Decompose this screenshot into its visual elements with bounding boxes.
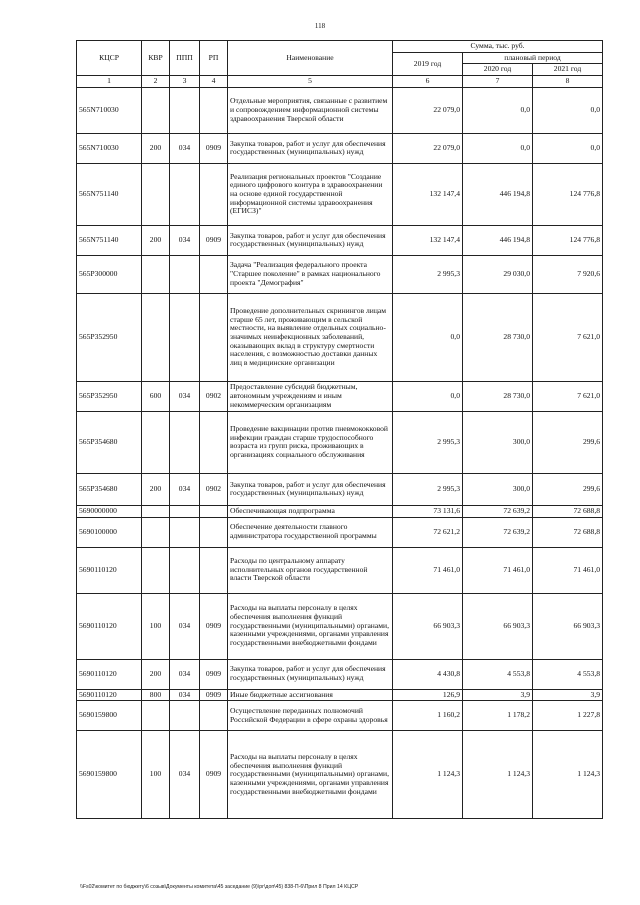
header-rp: РП <box>200 41 228 76</box>
page-number: 118 <box>314 22 326 30</box>
table-row <box>77 731 603 819</box>
table-row <box>77 255 603 293</box>
cell-kcsr: 565P352950 <box>77 381 142 411</box>
cell-kvr: 100 <box>142 731 170 819</box>
cell-kcsr: 5690110120 <box>77 593 142 659</box>
cell-kcsr: 5690100000 <box>77 517 142 547</box>
cell-name: Иные бюджетные ассигнования <box>228 689 393 701</box>
cell-rp <box>200 547 228 593</box>
header-2019: 2019 год <box>393 52 463 75</box>
cell-2020: 72 639,2 <box>463 505 533 517</box>
header-ppp: ППП <box>170 41 200 76</box>
header-num-1: 1 <box>77 76 142 88</box>
header-num-6: 6 <box>393 76 463 88</box>
cell-ppp <box>170 701 200 731</box>
cell-2021: 3,9 <box>533 689 603 701</box>
header-kvr: КВР <box>142 41 170 76</box>
cell-kcsr: 5690159800 <box>77 731 142 819</box>
cell-2019: 73 131,6 <box>393 505 463 517</box>
cell-ppp: 034 <box>170 381 200 411</box>
cell-2019: 132 147,4 <box>393 225 463 255</box>
cell-name: Закупка товаров, работ и услуг для обеспечения государственных (муниципальных) нужд <box>228 659 393 689</box>
table-row <box>77 293 603 381</box>
cell-kvr <box>142 163 170 225</box>
cell-name: Расходы на выплаты персоналу в целях обеспечения выполнения функций государственными (муниципальными) органами, казенными учреждениями, органами управления государственными внебюджетными фондами <box>228 593 393 659</box>
cell-2020: 0,0 <box>463 133 533 163</box>
table-body <box>77 87 603 818</box>
cell-name: Закупка товаров, работ и услуг для обеспечения государственных (муниципальных) нужд <box>228 473 393 505</box>
cell-kvr <box>142 701 170 731</box>
cell-2021: 299,6 <box>533 473 603 505</box>
table-row <box>77 701 603 731</box>
cell-2019: 22 079,0 <box>393 133 463 163</box>
cell-rp <box>200 293 228 381</box>
cell-ppp: 034 <box>170 473 200 505</box>
cell-ppp: 034 <box>170 689 200 701</box>
cell-2021: 4 553,8 <box>533 659 603 689</box>
header-planned-period: плановый период <box>463 52 603 64</box>
cell-name: Расходы по центральному аппарату исполнительных органов государственной власти Тверской области <box>228 547 393 593</box>
cell-kcsr: 5690110120 <box>77 547 142 593</box>
cell-kvr <box>142 87 170 133</box>
cell-2019: 2 995,3 <box>393 255 463 293</box>
cell-2021: 299,6 <box>533 411 603 473</box>
cell-2019: 132 147,4 <box>393 163 463 225</box>
cell-2020: 0,0 <box>463 87 533 133</box>
cell-name: Предоставление субсидий бюджетным, автономным учреждениям и иным некоммерческим организациям <box>228 381 393 411</box>
header-2020: 2020 год <box>463 64 533 76</box>
cell-kvr <box>142 411 170 473</box>
table-row <box>77 163 603 225</box>
cell-name: Обеспечение деятельности главного администратора государственной программы <box>228 517 393 547</box>
cell-2021: 71 461,0 <box>533 547 603 593</box>
cell-2020: 446 194,8 <box>463 163 533 225</box>
cell-rp <box>200 163 228 225</box>
cell-2019: 1 160,2 <box>393 701 463 731</box>
cell-kcsr: 565N751140 <box>77 225 142 255</box>
cell-kvr: 600 <box>142 381 170 411</box>
footer-file-path: \\Fs02\комитет по бюджету\6 созыв\Документы комитета\45 заседание (9)\рг\доп\45) 838-П-6\Прил 8 Прил 14 КЦСР <box>80 884 359 890</box>
header-num-7: 7 <box>463 76 533 88</box>
cell-kcsr: 565P300000 <box>77 255 142 293</box>
cell-2020: 1 178,2 <box>463 701 533 731</box>
cell-ppp: 034 <box>170 593 200 659</box>
header-num-5: 5 <box>228 76 393 88</box>
cell-name: Проведение дополнительных скринингов лицам старше 65 лет, проживающим в сельской местности, на выявление отдельных социально-значимых неинфекционных заболеваний, оказывающих вклад в структуру смертности населения, с возможностью доставки данных лиц в медицинские организации <box>228 293 393 381</box>
table-row <box>77 133 603 163</box>
header-num-2: 2 <box>142 76 170 88</box>
cell-ppp: 034 <box>170 225 200 255</box>
cell-rp <box>200 701 228 731</box>
cell-2020: 300,0 <box>463 411 533 473</box>
cell-2019: 71 461,0 <box>393 547 463 593</box>
header-name: Наименование <box>228 41 393 76</box>
cell-kcsr: 565P352950 <box>77 293 142 381</box>
cell-2021: 0,0 <box>533 133 603 163</box>
cell-kcsr: 5690110120 <box>77 689 142 701</box>
header-kcsr: КЦСР <box>77 41 142 76</box>
cell-2021: 72 688,8 <box>533 505 603 517</box>
cell-name: Закупка товаров, работ и услуг для обеспечения государственных (муниципальных) нужд <box>228 133 393 163</box>
header-sum-title: Сумма, тыс. руб. <box>393 41 603 53</box>
cell-2021: 0,0 <box>533 87 603 133</box>
cell-name: Расходы на выплаты персоналу в целях обеспечения выполнения функций государственными (муниципальными) органами, казенными учреждениями, органами управления государственными внебюджетными фондами <box>228 731 393 819</box>
cell-2019: 22 079,0 <box>393 87 463 133</box>
table-row <box>77 689 603 701</box>
header-num-8: 8 <box>533 76 603 88</box>
header-2021: 2021 год <box>533 64 603 76</box>
table-header <box>77 41 603 88</box>
cell-2019: 126,9 <box>393 689 463 701</box>
cell-ppp: 034 <box>170 133 200 163</box>
cell-rp <box>200 411 228 473</box>
cell-2021: 124 776,8 <box>533 225 603 255</box>
cell-rp: 0909 <box>200 133 228 163</box>
cell-rp <box>200 255 228 293</box>
cell-rp: 0909 <box>200 225 228 255</box>
cell-kcsr: 565N710030 <box>77 87 142 133</box>
cell-name: Задача "Реализация федерального проекта "Старшее поколение" в рамках национального проекта "Демография" <box>228 255 393 293</box>
cell-2019: 2 995,3 <box>393 473 463 505</box>
cell-2020: 72 639,2 <box>463 517 533 547</box>
cell-kcsr: 565N751140 <box>77 163 142 225</box>
cell-kcsr: 565P354680 <box>77 473 142 505</box>
budget-table <box>76 40 603 819</box>
cell-kcsr: 565N710030 <box>77 133 142 163</box>
cell-ppp: 034 <box>170 731 200 819</box>
cell-kcsr: 5690159800 <box>77 701 142 731</box>
cell-ppp <box>170 87 200 133</box>
cell-ppp <box>170 517 200 547</box>
cell-name: Отдельные мероприятия, связанные с развитием и сопровождением информационной системы здравоохранения Тверской области <box>228 87 393 133</box>
cell-kcsr: 5690110120 <box>77 659 142 689</box>
cell-ppp <box>170 505 200 517</box>
table-row <box>77 517 603 547</box>
table-row <box>77 411 603 473</box>
cell-2020: 66 903,3 <box>463 593 533 659</box>
cell-kvr <box>142 255 170 293</box>
cell-2021: 7 621,0 <box>533 293 603 381</box>
cell-2020: 446 194,8 <box>463 225 533 255</box>
table-row <box>77 473 603 505</box>
cell-kvr: 200 <box>142 659 170 689</box>
cell-kvr: 200 <box>142 133 170 163</box>
cell-2019: 2 995,3 <box>393 411 463 473</box>
cell-2021: 1 227,8 <box>533 701 603 731</box>
cell-name: Осуществление переданных полномочий Российской Федерации в сфере охраны здоровья <box>228 701 393 731</box>
cell-2020: 3,9 <box>463 689 533 701</box>
cell-ppp <box>170 411 200 473</box>
table-row <box>77 505 603 517</box>
cell-ppp <box>170 293 200 381</box>
table-row <box>77 87 603 133</box>
table-row <box>77 381 603 411</box>
cell-name: Закупка товаров, работ и услуг для обеспечения государственных (муниципальных) нужд <box>228 225 393 255</box>
cell-rp <box>200 505 228 517</box>
cell-2020: 28 730,0 <box>463 293 533 381</box>
cell-ppp <box>170 163 200 225</box>
cell-rp: 0909 <box>200 689 228 701</box>
cell-kvr <box>142 505 170 517</box>
cell-kvr: 100 <box>142 593 170 659</box>
cell-2021: 7 920,6 <box>533 255 603 293</box>
cell-2020: 71 461,0 <box>463 547 533 593</box>
cell-2020: 4 553,8 <box>463 659 533 689</box>
cell-2019: 72 621,2 <box>393 517 463 547</box>
cell-2019: 0,0 <box>393 381 463 411</box>
table-row <box>77 593 603 659</box>
cell-kcsr: 5690000000 <box>77 505 142 517</box>
cell-2019: 1 124,3 <box>393 731 463 819</box>
cell-2020: 29 030,0 <box>463 255 533 293</box>
table-row <box>77 547 603 593</box>
cell-2021: 72 688,8 <box>533 517 603 547</box>
cell-name: Реализация региональных проектов "Создание единого цифрового контура в здравоохранении на основе единой государственной информационной системы здравоохранения (ЕГИСЗ)" <box>228 163 393 225</box>
cell-kvr: 200 <box>142 473 170 505</box>
header-num-4: 4 <box>200 76 228 88</box>
header-num-3: 3 <box>170 76 200 88</box>
cell-2019: 0,0 <box>393 293 463 381</box>
cell-name: Проведение вакцинации против пневмококковой инфекции граждан старше трудоспособного возраста из групп риска, проживающих в организациях социального обслуживания <box>228 411 393 473</box>
cell-2021: 124 776,8 <box>533 163 603 225</box>
cell-2021: 1 124,3 <box>533 731 603 819</box>
cell-rp: 0909 <box>200 659 228 689</box>
cell-kvr: 200 <box>142 225 170 255</box>
cell-ppp: 034 <box>170 659 200 689</box>
cell-kvr <box>142 547 170 593</box>
cell-rp: 0909 <box>200 593 228 659</box>
cell-ppp <box>170 255 200 293</box>
cell-2019: 4 430,8 <box>393 659 463 689</box>
cell-rp: 0902 <box>200 473 228 505</box>
cell-2020: 1 124,3 <box>463 731 533 819</box>
cell-2020: 300,0 <box>463 473 533 505</box>
table-row <box>77 225 603 255</box>
cell-rp <box>200 517 228 547</box>
cell-rp: 0902 <box>200 381 228 411</box>
table-row <box>77 659 603 689</box>
cell-kvr: 800 <box>142 689 170 701</box>
cell-kcsr: 565P354680 <box>77 411 142 473</box>
cell-kvr <box>142 517 170 547</box>
cell-rp: 0909 <box>200 731 228 819</box>
cell-kvr <box>142 293 170 381</box>
cell-rp <box>200 87 228 133</box>
cell-2021: 7 621,0 <box>533 381 603 411</box>
cell-2020: 28 730,0 <box>463 381 533 411</box>
cell-name: Обеспечивающая подпрограмма <box>228 505 393 517</box>
cell-ppp <box>170 547 200 593</box>
cell-2019: 66 903,3 <box>393 593 463 659</box>
cell-2021: 66 903,3 <box>533 593 603 659</box>
